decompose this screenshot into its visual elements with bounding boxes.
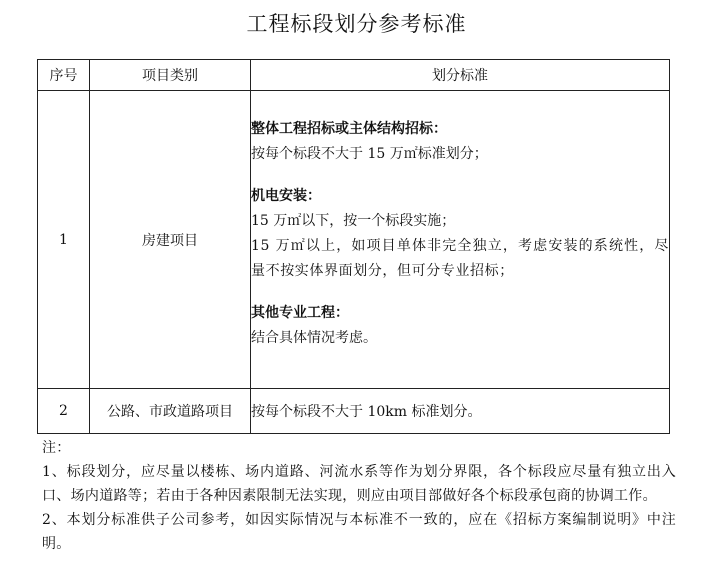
table-header-row (38, 60, 670, 91)
section-line: 15 万㎡以下，按一个标段实施； (251, 213, 456, 229)
section-heading: 机电安装： (251, 188, 321, 204)
notes-label: 注： (42, 440, 71, 456)
row-no: 2 (38, 389, 90, 434)
notes (42, 436, 676, 556)
section-line: 15 万㎡以上，如项目单体非完全独立，考虑安装的系统性，尽量不按实体界面划分，但可分专业招标； (251, 238, 669, 279)
row-standard: 按每个标段不大于 10km 标准划分。 (251, 389, 670, 434)
row-no: 1 (38, 91, 90, 389)
section-line: 按每个标段不大于 15 万㎡标准划分； (251, 146, 488, 162)
header-standard: 划分标准 (251, 60, 670, 91)
table-row (38, 91, 670, 389)
row-category: 公路、市政道路项目 (90, 389, 251, 434)
row-category: 房建项目 (90, 91, 251, 389)
row-standard (251, 91, 670, 389)
section-heading: 其他专业工程： (251, 305, 349, 321)
header-no: 序号 (38, 60, 90, 91)
header-category: 项目类别 (90, 60, 251, 91)
note-item: 1、标段划分，应尽量以楼栋、场内道路、河流水系等作为划分界限，各个标段应尽量有独立出入口、场内道路等；若由于各种因素限制无法实现，则应由项目部做好各个标段承包商的协调工作。 (42, 464, 676, 504)
section-line: 结合具体情况考虑。 (251, 330, 377, 346)
document-title: 工程标段划分参考标准 (246, 12, 467, 36)
section-heading: 整体工程招标或主体结构招标： (251, 121, 447, 137)
note-item: 2、本划分标准供子公司参考，如因实际情况与本标准不一致的，应在《招标方案编制说明》中注明。 (42, 512, 676, 552)
table-row (38, 389, 670, 434)
standards-table (37, 59, 670, 434)
